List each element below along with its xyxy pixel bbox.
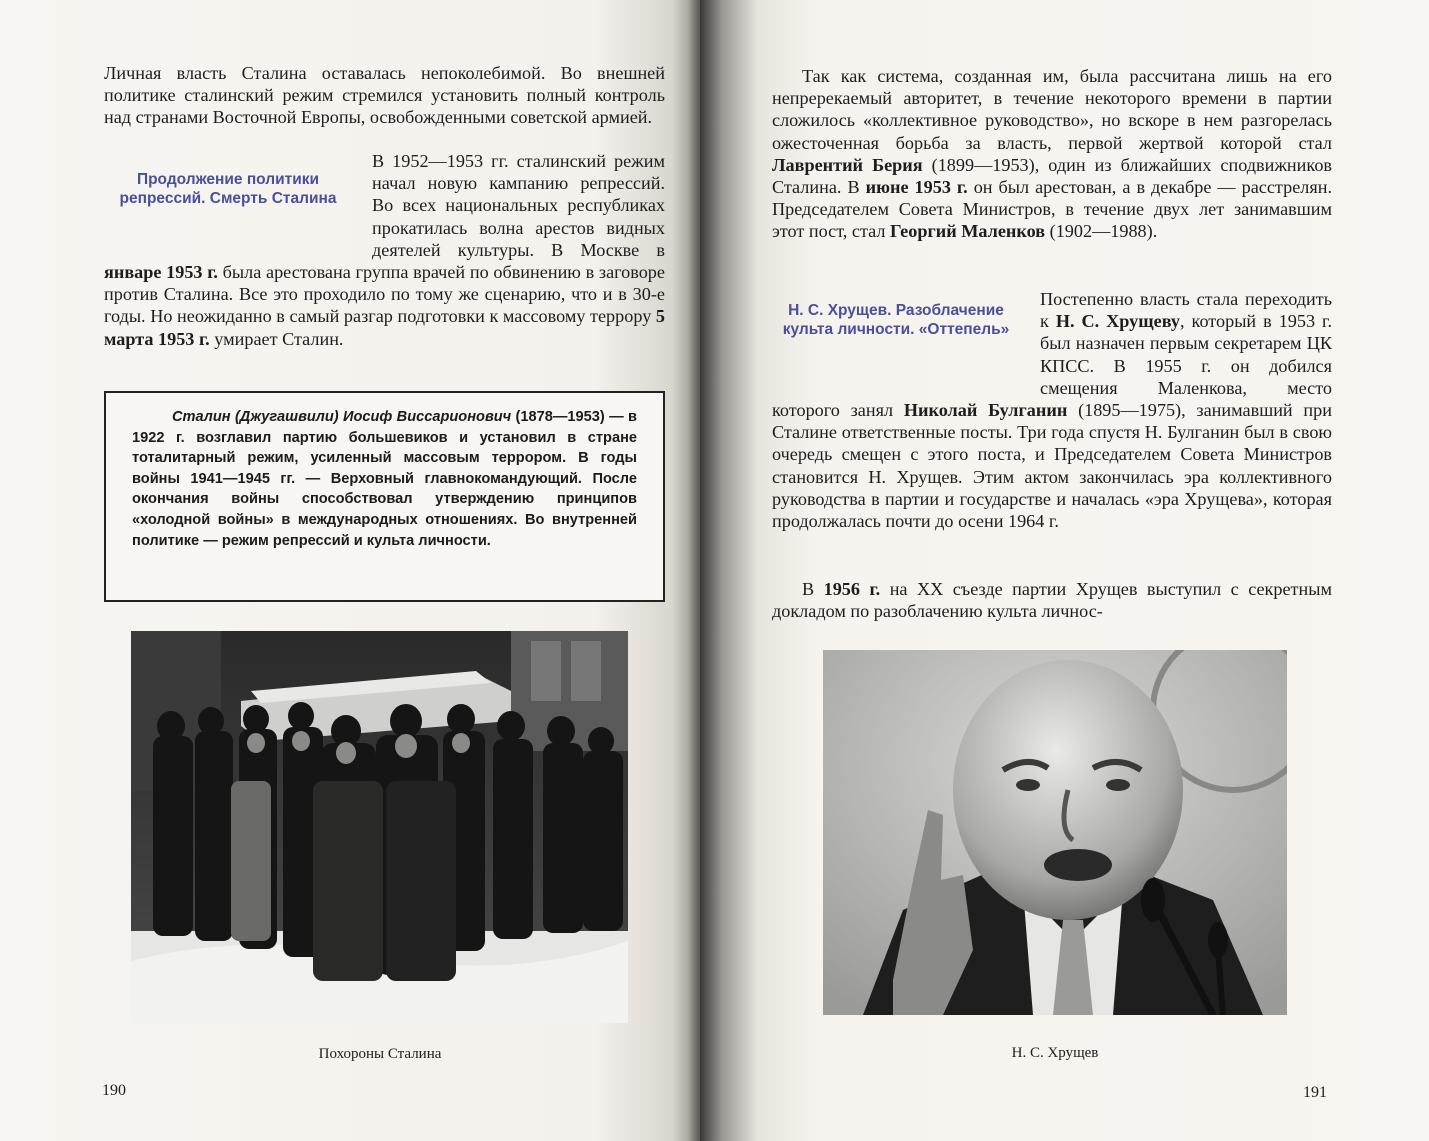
float-spacer [104, 150, 372, 239]
right-para-1: Так как система, созданная им, была рассчитана лишь на его непререкаемый авторитет, в течение некоторого времени в партии сложилось «коллективное руководство», но вскоре в нем разгорелась ожесточенная борьба за власть, первой жертвой которой стал Лаврентий Берия (1899—1953), один из ближайших сподвижников Сталина. В июне 1953 г. он был арестован, а в декабре — расстрелян. Председателем Совета Министров, в течение двух лет занимавшим этот пост, стал Георгий Маленков (1902—1988). [772, 66, 1332, 242]
khrushchev-photo-caption: Н. С. Хрущев [1011, 1045, 1099, 1061]
right-para-2: Постепенно власть стала переходить к Н. С. Хрущеву, который в 1953 г. был назначен первым секретарем ЦК КПСС. В 1955 г. он добился смещения Маленкова, место которого занял Николай Булганин (1895—1975), занимавший при Сталине ответственные посты. Три года спустя Н. Булганин был в свою очередь смещен с этого поста, и Председателем Совета Министров становится Н. Хрущев. Этим актом закончилась эра коллективного руководства в партии и государстве и началась «эра Хрущева», которая продолжалась почти до осени 1964 г. [772, 289, 1333, 532]
left-page-number: 190 [102, 1082, 126, 1099]
left-para-2: В 1952—1953 гг. сталинский режим начал новую кампанию репрессий. Во всех национальных республиках прокатилась волна арестов видных деятелей культуры. В Москве в январе 1953 г. была арестована группа врачей по обвинению в заговоре против Сталина. Все это проходило по тому же сценарию, что и в 30-е годы. Но неожиданно в самый разгар подготовки к массовому террору 5 марта 1953 г. умирает Сталин. [104, 151, 665, 349]
bio-text: (1878—1953) — в 1922 г. возглавил партию большевиков и установил в стране тоталитарный режим, усиленный массовым террором. В годы войны 1941—1945 гг. — Верховный главнокомандующий. После окончания войны способствовал утверждению принципов «холодной войны» в международных отношениях. Во внутренней политике — режим репрессий и культа личности. [132, 409, 637, 549]
right-page-number: 191 [1303, 1084, 1327, 1101]
float-spacer [772, 288, 1040, 377]
khrushchev-photo-image [823, 650, 1287, 1015]
funeral-photo-image [131, 631, 628, 1023]
left-para-1: Личная власть Сталина оставалась непоколебимой. Во внешней политике сталинский режим стремился установить полный контроль над странами Восточной Европы, освобожденными советской армией. [104, 63, 665, 128]
left-margin-heading: Продолжение политики репрессий. Смерть Сталина [119, 171, 337, 207]
stalin-bio-box [104, 391, 665, 602]
right-margin-heading: Н. С. Хрущев. Разоблачение культа личности. «Оттепель» [782, 302, 1010, 338]
right-page [700, 0, 1429, 1141]
khrushchev-photo [823, 650, 1287, 1015]
stalin-funeral-photo [131, 631, 628, 1023]
funeral-photo-caption: Похороны Сталина [318, 1046, 442, 1062]
left-page [0, 0, 700, 1141]
bio-name: Сталин (Джугашвили) Иосиф Виссарионович [172, 409, 512, 425]
right-para-3: В 1956 г. на XX съезде партии Хрущев выступил с секретным докладом по разоблачению культа личнос- [772, 579, 1332, 622]
